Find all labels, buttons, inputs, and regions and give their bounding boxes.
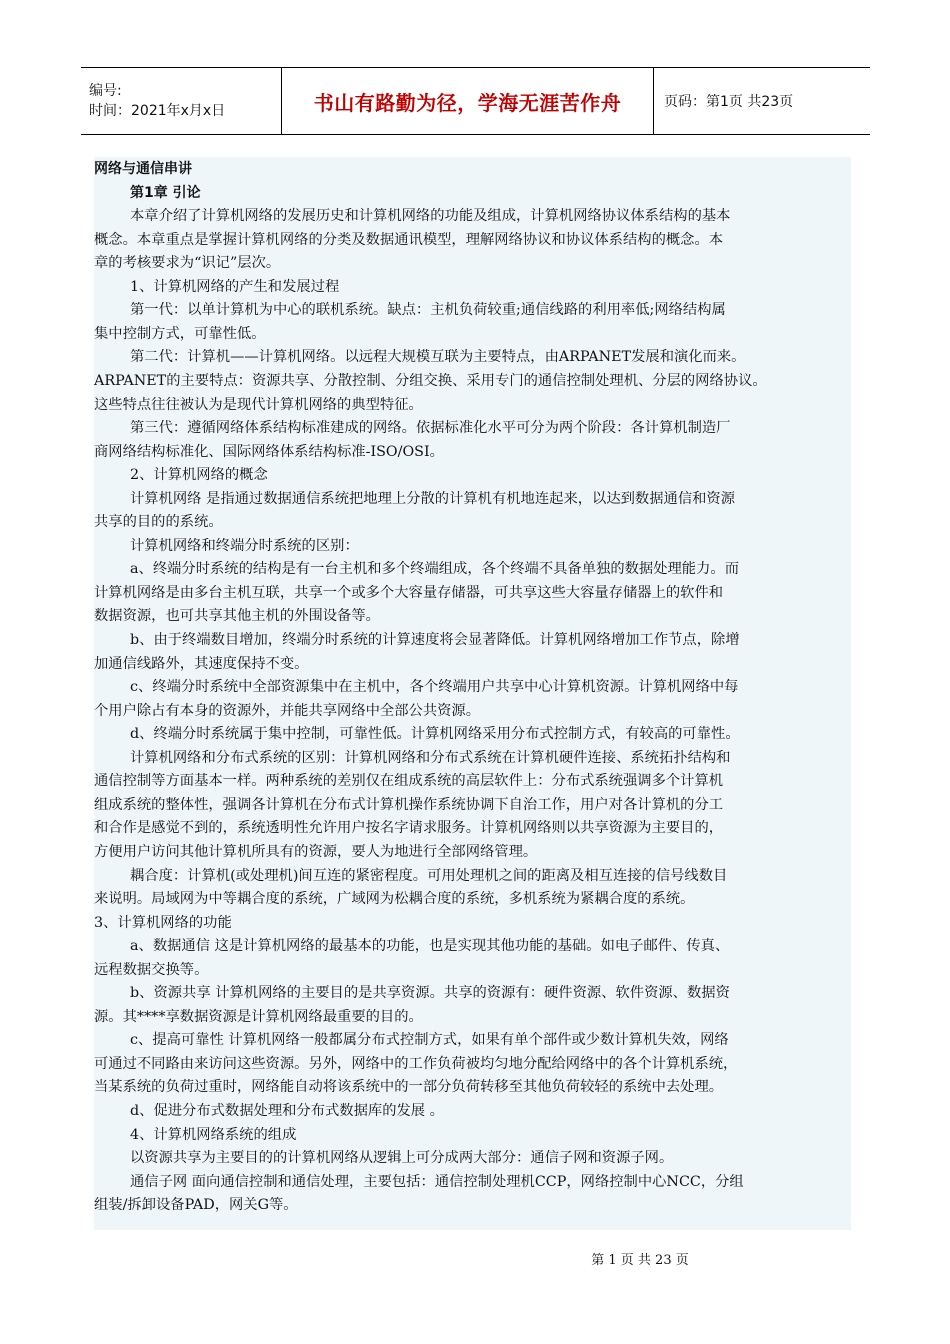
text-line: 共享的目的的系统。 [94,514,223,531]
text-line: a、终端分时系统的结构是有一台主机和多个终端组成，各个终端不具备单独的数据处理能力。而 [130,561,739,578]
text-line: 商网络结构标准化、国际网络体系结构标准-ISO/OSI。 [94,443,444,460]
text-line: 计算机网络 是指通过数据通信系统把地理上分散的计算机有机地连起来，以达到数据通信和资源 [130,490,736,507]
text-line: a、数据通信 这是计算机网络的最基本的功能，也是实现其他功能的基础。如电子邮件、传真、 [130,938,730,955]
text-line: c、提高可靠性 计算机网络一般都属分布式控制方式，如果有单个部件或少数计算机失效，网络 [130,1032,729,1049]
text-line: 第一代：以单计算机为中心的联机系统。缺点：主机负荷较重;通信线路的利用率低;网络结构属 [130,302,726,319]
text-line: 组装/拆卸设备PAD，网关G等。 [94,1197,298,1214]
text-line: 加通信线路外，其速度保持不变。 [94,655,309,672]
text-line: 章的考核要求为“识记”层次。 [94,255,281,272]
text-line: 本章介绍了计算机网络的发展历史和计算机网络的功能及组成，计算机网络协议体系结构的基本 [130,208,731,225]
text-line: 数据资源，也可共享其他主机的外围设备等。 [94,608,380,625]
page-footer: 第 1 页 共 23 页 [591,1253,689,1268]
text-line: 远程数据交换等。 [94,961,209,978]
text-line: 计算机网络和终端分时系统的区别： [130,537,359,554]
text-line: 当某系统的负荷过重时，网络能自动将该系统中的一部分负荷转移至其他负荷较轻的系统中去处理。 [94,1079,724,1096]
text-line: 这些特点往往被认为是现代计算机网络的典型特征。 [94,396,423,413]
text-line: c、终端分时系统中全部资源集中在主机中，各个终端用户共享中心计算机资源。计算机网络中每 [130,679,739,696]
text-line: 2、计算机网络的概念 [130,467,268,484]
text-line: 和合作是感觉不到的，系统透明性允许用户按名字请求服务。计算机网络则以共享资源为主要目的， [94,820,724,837]
text-line: 通信控制等方面基本一样。两种系统的差别仅在组成系统的高层软件上：分布式系统强调多个计算机 [94,773,724,790]
text-line: 方便用户访问其他计算机所具有的资源，要人为地进行全部网络管理。 [94,843,538,860]
text-line: b、资源共享 计算机网络的主要目的是共享资源。共享的资源有：硬件资源、软件资源、数据资 [130,985,730,1002]
text-line: 来说明。局域网为中等耦合度的系统，广域网为松耦合度的系统，多机系统为紧耦合度的系统。 [94,891,695,908]
text-line: 组成系统的整体性，强调各计算机在分布式计算机操作系统协调下自治工作，用户对各计算机的分工 [94,796,724,813]
text-line: 第二代：计算机——计算机网络。以远程大规模互联为主要特点，由ARPANET发展和演化而来。 [130,349,746,366]
text-line: ARPANET的主要特点：资源共享、分散控制、分组交换、采用专门的通信控制处理机、分层的网络协议。 [94,372,767,389]
text-line: 个用户除占有本身的资源外，并能共享网络中全部公共资源。 [94,702,481,719]
number-label: 编号: [89,83,122,99]
text-line: 计算机网络和分布式系统的区别：计算机网络和分布式系统在计算机硬件连接、系统拓扑结构和 [130,749,731,766]
page-header [81,67,870,135]
header-motto: 书山有路勤为径，学海无涯苦作舟 [282,68,654,134]
text-line: 通信子网 面向通信控制和通信处理，主要包括：通信控制处理机CCP，网络控制中心NCC，分组 [130,1173,744,1190]
document-body [94,157,851,1230]
text-line: 4、计算机网络系统的组成 [130,1126,297,1143]
text-line: b、由于终端数目增加，终端分时系统的计算速度将会显著降低。计算机网络增加工作节点，除增 [130,632,740,648]
text-line: 集中控制方式，可靠性低。 [94,325,266,342]
text-line: d、促进分布式数据处理和分布式数据库的发展 。 [130,1103,444,1119]
text-line: 计算机网络是由多台主机互联，共享一个或多个大容量存储器，可共享这些大容量存储器上的软件和 [94,584,724,601]
heading-line: 第1章 引论 [130,184,201,201]
time-label: 时间：2021年x月x日 [89,103,226,119]
text-line: 可通过不同路由来访问这些资源。另外，网络中的工作负荷被均匀地分配给网络中的各个计算机系统， [94,1055,738,1072]
text-line: 1、计算机网络的产生和发展过程 [130,278,340,295]
text-line: 第三代：遵循网络体系结构标准建成的网络。依据标准化水平可分为两个阶段：各计算机制造厂 [130,420,731,437]
text-line: 源。其****享数据资源是计算机网络最重要的目的。 [94,1008,423,1025]
text-line: d、终端分时系统属于集中控制，可靠性低。计算机网络采用分布式控制方式，有较高的可靠性。 [130,726,740,743]
text-line: 以资源共享为主要目的的计算机网络从逻辑上可分成两大部分：通信子网和资源子网。 [130,1150,674,1167]
text-line: 概念。本章重点是掌握计算机网络的分类及数据通讯模型，理解网络协议和协议体系结构的概念。本 [94,231,724,248]
header-meta [81,68,282,134]
text-line: 3、计算机网络的功能 [94,914,232,931]
heading-line: 网络与通信串讲 [94,161,192,177]
header-page-label: 页码：第1页 共23页 [664,94,794,110]
text-line: 耦合度：计算机(或处理机)间互连的紧密程度。可用处理机之间的距离及相互连接的信号线数目 [130,867,728,884]
